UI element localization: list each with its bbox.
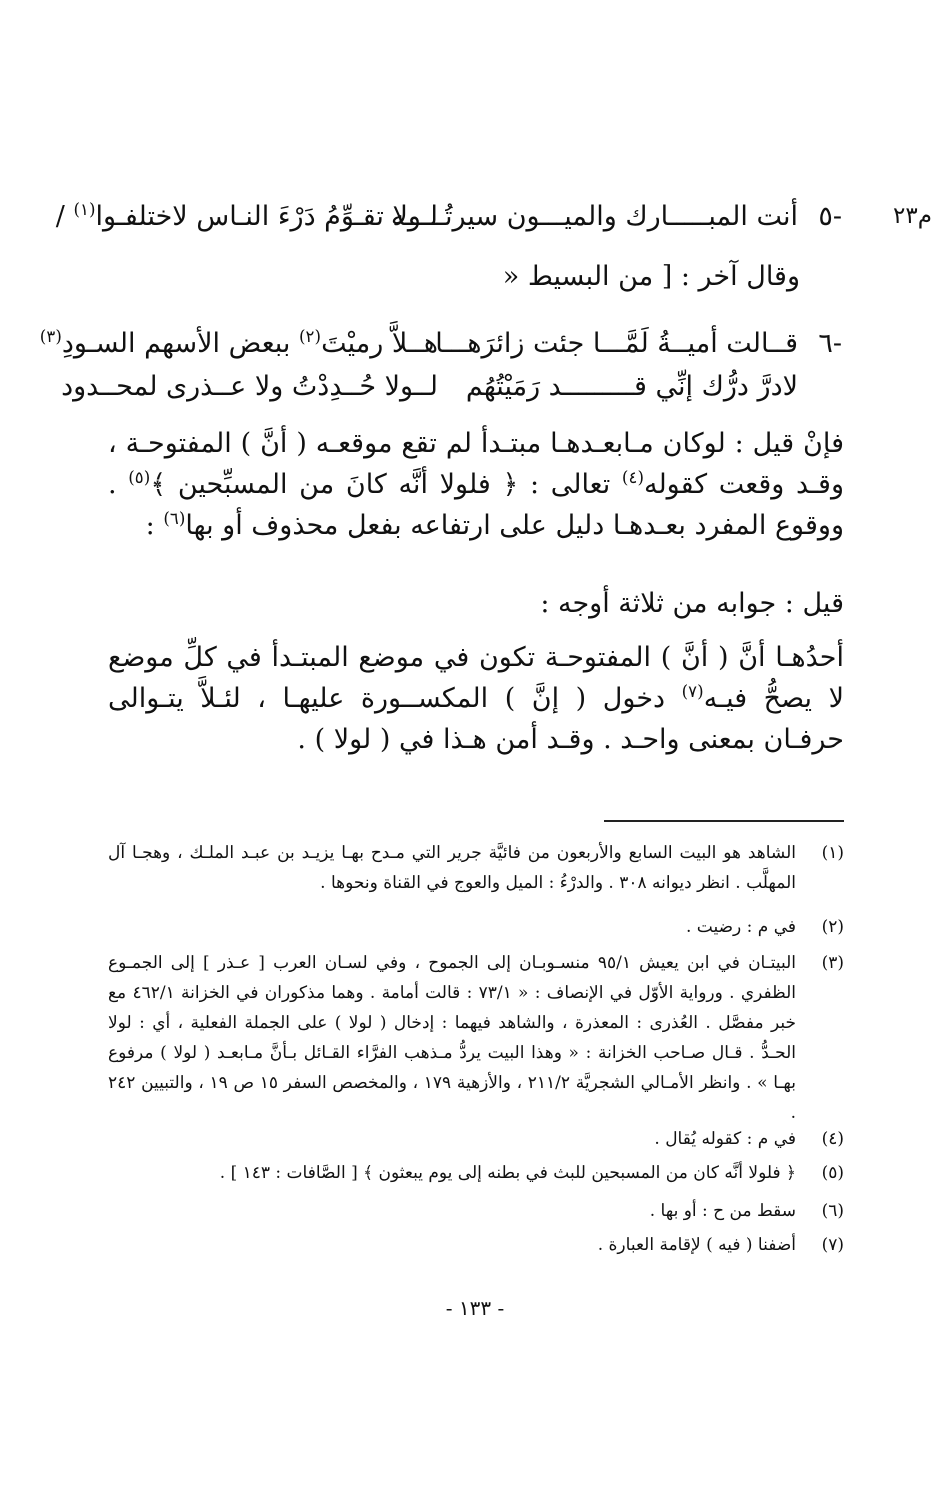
footnote-ref: (١): [73, 199, 96, 219]
footnote: [108, 1158, 844, 1188]
paragraph-text: . ووقوع المفرد بعـدهـا دليل على ارتفاعه بفعل محذوف أو بها: [108, 469, 844, 541]
footnote-number: (٣): [821, 953, 844, 973]
footnote-number: (١): [821, 843, 844, 863]
verse-text: هــلاَّ رميْتَ: [321, 328, 438, 359]
verse-fourth-hemistich: لــولا حُــدِدْتُ ولا عــذرى لمحــدود: [61, 371, 438, 402]
footnote: [108, 912, 844, 942]
footnote-number: (٢): [821, 917, 844, 937]
verse-number: ٦-: [818, 328, 842, 359]
footnote: [108, 948, 844, 1128]
verse-number: ٥-: [818, 201, 842, 232]
verse-intro: وقال آخر : [ من البسيط «: [502, 261, 800, 292]
footnote-ref: (٣): [39, 326, 62, 346]
verse-text: ببعض الأسهم السـودِ: [61, 328, 291, 359]
paragraph: [108, 637, 844, 760]
footnote: [108, 1230, 844, 1260]
footnote: [108, 1196, 844, 1226]
verse-text: لـولا تقـوِّمُ دَرْءَ النـاس لاختلفـوا: [95, 201, 438, 232]
footnote-text: الشاهد هو البيت السابع والأربعون من فائيَّة جرير التي مـدح بهـا يزيـد بن عبـد الملـك ، وهجـا آل المهلَّب . انظر ديوانه ٣٠٨ . والدرْءُ : الميل والعوج في القناة ونحوها .: [108, 843, 796, 893]
footnote-ref: (٤): [621, 467, 644, 487]
footnote-text: ﴿ فلولا أنَّه كان من المسبحين للبث في بطنه إلى يوم يبعثون ﴾ [ الصَّافات : ١٤٣ ] .: [219, 1163, 796, 1183]
footnote-text: أضفنا ( فيه ) لإقامة العبارة .: [597, 1235, 796, 1255]
footnote-ref: (٢): [299, 326, 322, 346]
verse-second-hemistich: [39, 326, 438, 361]
footnote-text: سقط من ح : أو بها .: [649, 1201, 796, 1221]
verse-third-hemistich: لادرَّ درُّك إنِّي قـــــــــد رَمَيْتُهُم: [465, 371, 798, 402]
paragraph: قيل : جوابه من ثلاثة أوجه :: [540, 588, 844, 619]
footnote-ref: (٧): [681, 681, 704, 701]
manuscript-marker: م٢٣: [893, 203, 932, 229]
paragraph-text: :: [145, 510, 155, 541]
verse-first-hemistich: قــالت أميــةُ لَمَّـــا جئت زائرَهـــا: [435, 328, 798, 359]
paragraph-text: فإنْ قيل : لوكان مـابعـدهـا مبتـدأ لم تقع موقعـه ( أنَّ ) المفتوحـة ، وقـد وقعت كقوله: [108, 428, 844, 500]
footnote-ref: (٦): [163, 508, 186, 528]
manuscript-slash: /: [55, 201, 65, 232]
footnote-number: (٤): [821, 1129, 844, 1149]
paragraph-text: تعالى : ﴿ فلولا أنَّه كانَ من المسبِّحين ﴾: [150, 469, 611, 500]
footnote-divider: [604, 820, 844, 822]
verse-second-hemistich: [55, 199, 438, 234]
paragraph: [108, 423, 844, 546]
footnote: [108, 838, 844, 898]
footnote-number: (٧): [821, 1235, 844, 1255]
footnote-text: البيتـان في ابن يعيش ٩٥/١ منسـوبـان إلى الجموح ، وفي لسـان العرب [ عـذر ] إلى الجمـوع الظفري . ورواية الأوّل في الإنصاف : « ٧٣/١ : قالت أمامة . وهما مذكوران في الخزانة ٤٦٢/١ مع خبر مفصَّل . العُذرى : المعذرة ، والشاهد فيهما : إدخال ( لولا ) على الجملة الفعلية ، أي : لولا الحـدُّ . قـال صـاحب الخزانة : « وهذا البيت يردُّ مـذهب الفرَّاء القـائل بـأنَّ مـابعـد ( لولا ) مرفوع بهـا » . وانظر الأمـالي الشجريَّة ٢١١/٢ ، والأزهية ١٧٩ ، والمخصص السفر ١٥ ص ١٩ ، والتبيين ٢٤٢ .: [108, 953, 797, 1123]
footnote-ref: (٥): [128, 467, 151, 487]
footnote: [108, 1124, 844, 1154]
paragraph-text: أحدُهـا أنَّ ( أنَّ ) المفتوحـة تكون في موضع المبتـدأ في كلِّ موضع لا يصحُّ فيـه: [108, 642, 844, 714]
page-number: - ١٣٣ -: [445, 1296, 505, 1320]
footnote-text: في م : كقوله يُقال .: [654, 1129, 796, 1149]
verse-first-hemistich: أنت المبـــــارك والميـــون سيرتُـــــه: [390, 201, 798, 232]
footnote-text: في م : رضيت .: [685, 917, 796, 937]
footnote-number: (٦): [821, 1201, 844, 1221]
footnote-number: (٥): [821, 1163, 844, 1183]
paragraph-text: دخول ( إنَّ ) المكســورة عليهـا ، لئـلاَّ يتـوالى حرفـان بمعنى واحـد . وقـد أمن هـذا في ( لولا ) .: [108, 683, 844, 755]
